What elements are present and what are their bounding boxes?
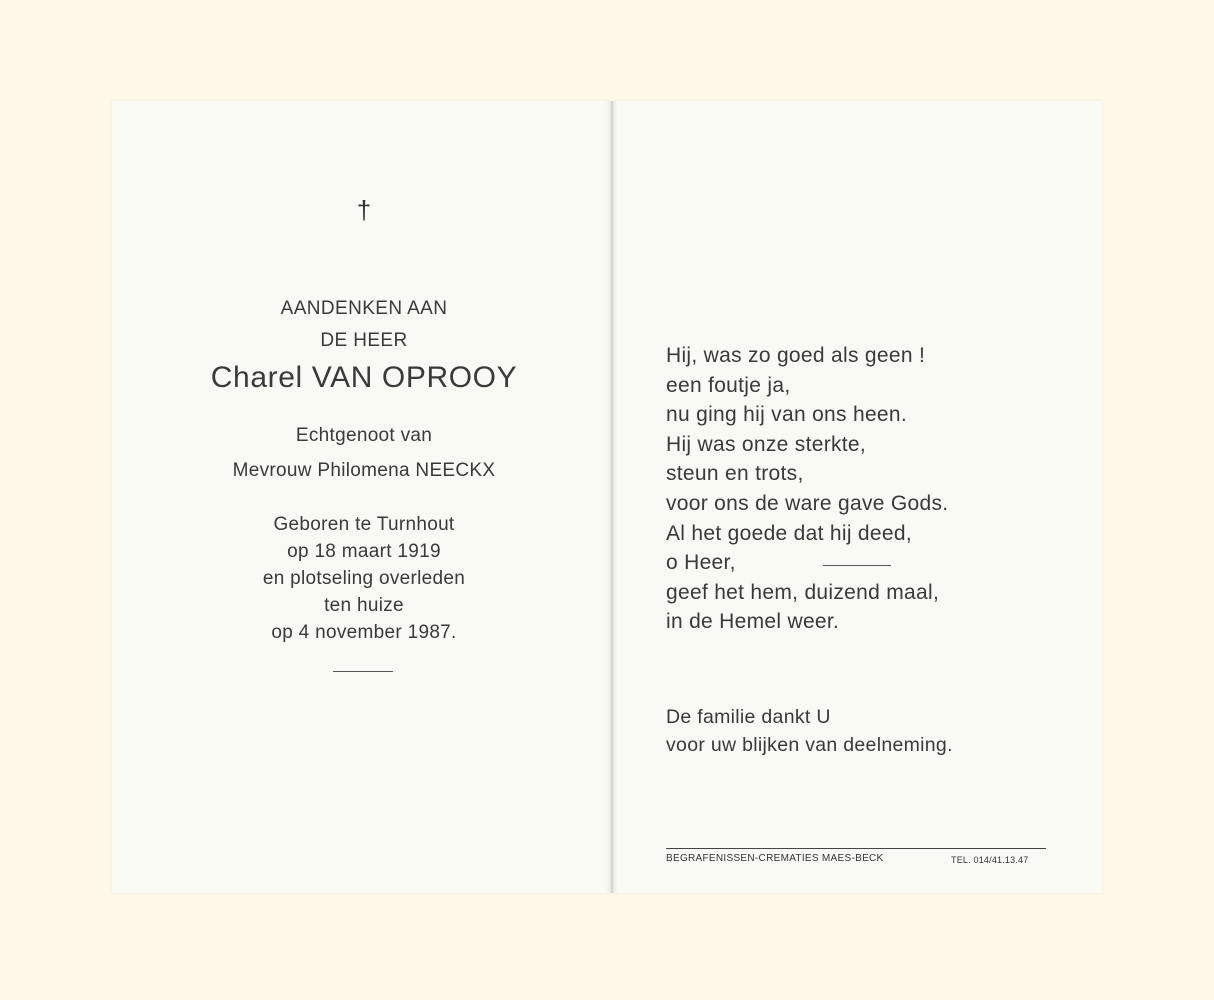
poem-line: Al het goede dat hij deed, xyxy=(666,521,912,545)
memorial-card xyxy=(112,101,1102,893)
poem-line: o Heer, xyxy=(666,551,736,575)
left-panel xyxy=(112,101,606,893)
funeral-company: BEGRAFENISSEN-CREMATIES MAES-BECK xyxy=(666,853,884,864)
poem-line: een foutje ja, xyxy=(666,373,791,397)
card-fold xyxy=(606,101,618,893)
right-divider xyxy=(823,565,891,566)
footer-rule xyxy=(666,848,1046,849)
death-line-1: en plotseling overleden xyxy=(262,568,466,589)
death-line-2: ten huize xyxy=(324,595,404,616)
heading-line-1: AANDENKEN AAN xyxy=(280,298,448,319)
heading-line-2: DE HEER xyxy=(320,330,408,351)
poem-line: steun en trots, xyxy=(666,462,804,486)
funeral-phone: TEL. 014/41.13.47 xyxy=(951,855,1029,865)
left-divider xyxy=(333,671,393,672)
cross-icon: † xyxy=(356,195,372,225)
birth-place: Geboren te Turnhout xyxy=(273,514,455,535)
poem-line: Hij was onze sterkte, xyxy=(666,432,867,456)
right-panel xyxy=(618,101,1102,893)
poem xyxy=(666,341,948,637)
poem-line: geef het hem, duizend maal, xyxy=(666,580,940,604)
thanks-block xyxy=(666,703,953,759)
death-date: op 4 november 1987. xyxy=(271,622,457,643)
poem-line: Hij, was zo goed als geen ! xyxy=(666,344,926,367)
thanks-line-1: De familie dankt U xyxy=(666,706,831,728)
poem-line: voor ons de ware gave Gods. xyxy=(666,491,949,515)
poem-line: in de Hemel weer. xyxy=(666,610,840,634)
spouse-intro: Echtgenoot van xyxy=(295,425,433,446)
birth-date: op 18 maart 1919 xyxy=(287,541,441,562)
spouse-name: Mevrouw Philomena NEECKX xyxy=(232,460,496,481)
poem-line: nu ging hij van ons heen. xyxy=(666,403,908,427)
deceased-name: Charel VAN OPROOY xyxy=(210,361,518,394)
thanks-line-2: voor uw blijken van deelneming. xyxy=(666,734,953,756)
